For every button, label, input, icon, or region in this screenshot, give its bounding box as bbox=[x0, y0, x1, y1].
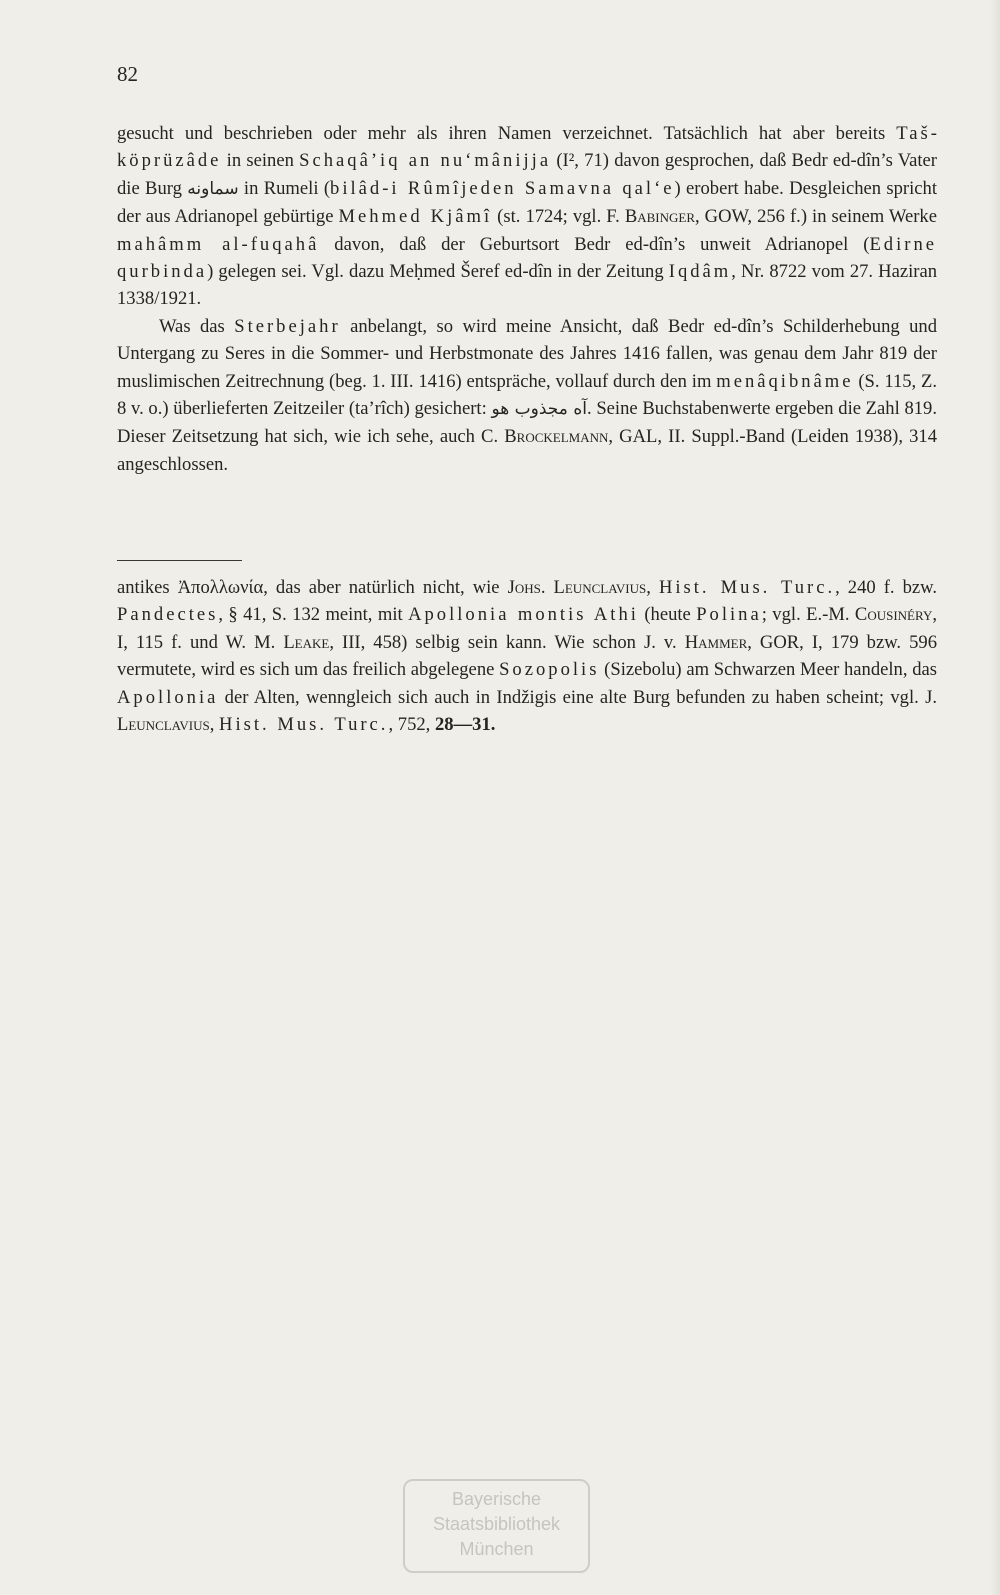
main-text bbox=[117, 120, 937, 478]
small-caps-name: Babinger bbox=[624, 206, 695, 228]
footnote-rule bbox=[117, 560, 242, 561]
text-run: (heute bbox=[638, 604, 697, 626]
text-run: (st. 1724; vgl. F. bbox=[492, 206, 625, 228]
stamp-line: Bayerische bbox=[451, 1489, 542, 1509]
text-run: antikes Ἀπολλωνία, das aber natürlich nicht, wie bbox=[117, 577, 508, 598]
text-run: , § 41, S. 132 meint, mit bbox=[218, 604, 409, 626]
spaced-place: Apollonia montis Athi bbox=[408, 604, 639, 626]
text-run: Was das bbox=[159, 315, 235, 337]
text-run: ; vgl. E.-M. bbox=[761, 604, 855, 626]
spaced-name: Tašköprüzâde bbox=[117, 123, 937, 172]
paragraph-1 bbox=[117, 120, 937, 313]
text-run: 28—31. bbox=[434, 714, 496, 736]
text-run: , bbox=[209, 714, 220, 736]
spaced-title: mahâmm al-fuqahâ bbox=[117, 233, 320, 255]
text-run: ) gelegen sei. Vgl. dazu Meḥmed Šeref ed-dîn in der Zeitung bbox=[207, 261, 669, 283]
text-run: davon, daß der Geburtsort Bedr ed-dîn’s unweit Adrianopel ( bbox=[319, 233, 870, 255]
page-edge-shadow bbox=[990, 0, 1000, 1595]
footnote bbox=[117, 574, 937, 738]
footnote-paragraph bbox=[117, 574, 937, 738]
arabic-script: آه مجذوب هو bbox=[491, 399, 587, 420]
paragraph-2 bbox=[117, 313, 937, 478]
text-run: anbelangt, so wird meine Ansicht, daß Bedr ed-dîn’s Schilderhebung und Untergang zu Seres in die Sommer- und Herbstmonate des Jahres 1416 fallen, was genau dem Jahr 819 der muslimischen Zeitrechnung (beg. 1. III. 1416) entspräche, vollauf durch den im bbox=[117, 315, 938, 392]
spaced-place: Sozopolis bbox=[499, 659, 600, 681]
spaced-title: Pandectes bbox=[117, 604, 219, 626]
text-run: , GOR, I, 179 bzw. 596 vermutete, wird es sich um das freilich abgelegene bbox=[117, 631, 937, 681]
text-run: (S. 115, Z. 8 v. o.) überlieferten Zeitzeiler (ta’rîch) gesichert: bbox=[117, 370, 938, 420]
spaced-phrase: bilâd-i Rûmîjeden Samavna qal‘e bbox=[330, 177, 675, 199]
text-run: (Sizebolu) am Schwarzen Meer handeln, das bbox=[599, 659, 938, 681]
text-run: gesucht und beschrieben oder mehr als ihren Namen verzeichnet. Tatsächlich hat aber bereits bbox=[117, 123, 897, 144]
spaced-title: menâqibnâme bbox=[716, 370, 854, 392]
spaced-place: Apollonia bbox=[117, 686, 219, 708]
small-caps-name: Brockelmann bbox=[504, 426, 609, 448]
text-run: , 752, bbox=[388, 714, 435, 736]
small-caps-name: Johs. Leunclavius bbox=[507, 577, 647, 598]
small-caps-name: Leunclavius bbox=[117, 714, 210, 736]
stamp-line: München bbox=[459, 1539, 534, 1559]
small-caps-name: Hammer bbox=[684, 631, 748, 653]
text-run: (I², 71) davon gesprochen, daß Bedr ed-dîn’s Vater die Burg bbox=[117, 150, 937, 199]
text-run: , GAL, II. Suppl.-Band (Leiden 1938), 314 angeschlossen. bbox=[117, 426, 937, 475]
spaced-title: Schaqâ’iq an nu‘mânijja bbox=[299, 150, 552, 172]
spaced-title: Iqdâm bbox=[668, 261, 732, 283]
text-run: ) erobert habe. Desgleichen spricht der aus Adrianopel gebürtige bbox=[117, 177, 937, 228]
small-caps-name: Leake bbox=[283, 631, 330, 653]
spaced-title: Hist. Mus. Turc. bbox=[658, 577, 836, 598]
text-run: in seinen bbox=[221, 150, 300, 172]
text-run: , 240 f. bzw. bbox=[835, 577, 937, 598]
text-run: , GOW, 256 f.) in seinem Werke bbox=[695, 206, 937, 228]
spaced-term: Sterbejahr bbox=[234, 315, 341, 337]
library-stamp bbox=[403, 1479, 590, 1573]
arabic-script: سماونه bbox=[187, 178, 239, 199]
small-caps-name: Cousinéry bbox=[854, 604, 933, 626]
text-run: , III, 458) selbig sein kann. Wie schon J. v. bbox=[329, 631, 685, 653]
text-run: in Rumeli ( bbox=[238, 177, 331, 199]
spaced-phrase: Edirne qurbinda bbox=[117, 233, 937, 283]
text-run: , Nr. 8722 vom 27. Haziran 1338/1921. bbox=[117, 261, 938, 310]
text-run: , bbox=[646, 577, 659, 598]
text-run: der Alten, wenngleich sich auch in Indžigis eine alte Burg befunden zu haben scheint; vgl. J. bbox=[218, 686, 937, 708]
text-run: , I, 115 f. und W. M. bbox=[117, 604, 937, 653]
stamp-line: Staatsbibliothek bbox=[432, 1514, 561, 1534]
page-number: 82 bbox=[117, 62, 138, 86]
spaced-name: Mehmed Kjâmî bbox=[338, 206, 493, 228]
spaced-title: Hist. Mus. Turc. bbox=[219, 714, 389, 736]
spaced-place: Polina bbox=[696, 604, 762, 626]
text-run: . Seine Buchstabenwerte ergeben die Zahl 819. Dieser Zeitsetzung hat sich, wie ich sehe, auch C. bbox=[117, 398, 937, 448]
